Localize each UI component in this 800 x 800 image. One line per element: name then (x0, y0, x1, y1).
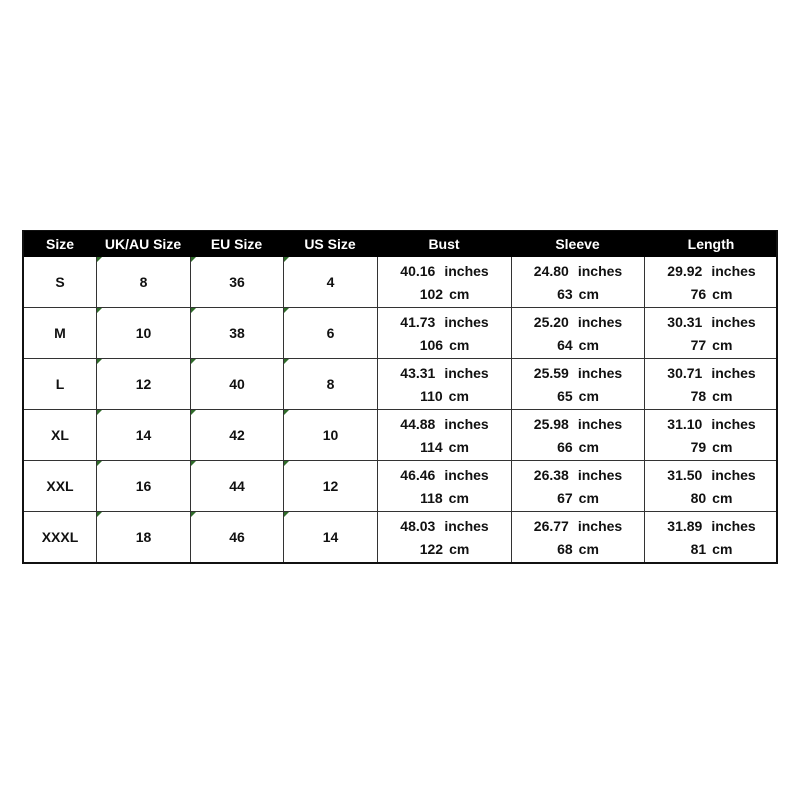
sleeve-cm-value: 68 (557, 540, 573, 557)
inches-unit: inches (444, 416, 489, 433)
sleeve-inches-line (534, 517, 622, 535)
inches-unit: inches (577, 518, 623, 535)
sleeve-inches-value: 25.20 (533, 314, 569, 331)
cm-unit: cm (578, 438, 599, 455)
sleeve-cm-line (557, 438, 599, 456)
header-size: Size (45, 236, 74, 252)
length-cm-line (691, 336, 733, 354)
bust-inches-line (400, 364, 488, 382)
length-cm-value: 79 (690, 438, 707, 455)
bust-cell (377, 461, 511, 511)
eu-value: 40 (229, 376, 245, 392)
uk-au-value: 14 (135, 427, 152, 443)
bust-cm-line (420, 540, 470, 558)
us-value: 10 (322, 427, 339, 443)
us-cell (283, 410, 377, 460)
cm-unit: cm (578, 387, 599, 404)
length-cell (644, 308, 778, 358)
length-cm-value: 80 (690, 489, 707, 506)
inches-unit: inches (577, 416, 623, 433)
sleeve-cm-line (557, 387, 599, 405)
bust-cm-line (420, 336, 470, 354)
sleeve-inches-line (534, 364, 622, 382)
sleeve-cm-line (557, 540, 599, 558)
eu-value: 36 (229, 274, 245, 290)
sleeve-cm-line (557, 336, 599, 354)
eu-cell (190, 512, 283, 562)
length-cm-value: 81 (690, 540, 707, 557)
inches-unit: inches (711, 416, 756, 433)
us-cell (283, 512, 377, 562)
bust-cell (377, 512, 511, 562)
inches-unit: inches (444, 365, 489, 382)
bust-inches-line (400, 517, 488, 535)
inches-unit: inches (444, 263, 489, 280)
sleeve-cm-value: 66 (557, 438, 573, 455)
length-inches-value: 31.50 (667, 467, 703, 484)
sleeve-cell (511, 461, 644, 511)
bust-inches-value: 41.73 (400, 314, 436, 331)
bust-cm-line (420, 387, 469, 405)
cm-unit: cm (578, 285, 599, 302)
length-cm-value: 78 (690, 387, 707, 404)
eu-cell (190, 257, 283, 307)
size-chart-table (22, 230, 778, 564)
sleeve-inches-line (534, 415, 622, 433)
size-value: S (55, 274, 65, 290)
length-cell (644, 512, 778, 562)
cm-unit: cm (712, 285, 733, 302)
sleeve-inches-value: 26.77 (533, 518, 569, 535)
eu-value: 38 (229, 325, 245, 341)
sleeve-cm-value: 65 (557, 387, 573, 404)
inches-unit: inches (711, 467, 756, 484)
inches-unit: inches (711, 263, 756, 280)
inches-unit: inches (444, 314, 489, 331)
uk-au-value: 8 (139, 274, 148, 290)
us-value: 6 (326, 325, 335, 341)
header-length: Length (687, 236, 735, 252)
sleeve-cm-line (557, 489, 599, 507)
sleeve-cm-value: 67 (557, 489, 573, 506)
eu-value: 44 (229, 478, 245, 494)
size-cell (24, 257, 96, 307)
bust-inches-value: 44.88 (400, 416, 436, 433)
header-us-size: US Size (304, 236, 356, 252)
cm-unit: cm (448, 489, 469, 506)
size-value: XXXL (41, 529, 79, 545)
bust-cm-line (420, 438, 469, 456)
inches-unit: inches (444, 518, 489, 535)
bust-inches-line (400, 466, 488, 484)
bust-cell (377, 308, 511, 358)
length-inches-value: 30.71 (667, 365, 703, 382)
us-value: 12 (322, 478, 339, 494)
length-cell (644, 461, 778, 511)
size-value: L (55, 376, 65, 392)
sleeve-cell (511, 308, 644, 358)
sleeve-inches-line (534, 466, 622, 484)
length-cm-line (691, 540, 733, 558)
sleeve-inches-line (534, 313, 622, 331)
bust-cm-value: 106 (419, 336, 444, 353)
inches-unit: inches (711, 365, 756, 382)
bust-inches-line (400, 313, 488, 331)
header-bust: Bust (428, 236, 460, 252)
length-cm-value: 77 (690, 336, 707, 353)
sleeve-inches-line (534, 262, 622, 280)
length-cell (644, 257, 778, 307)
bust-cell (377, 359, 511, 409)
length-inches-value: 29.92 (667, 263, 703, 280)
us-value: 14 (322, 529, 339, 545)
inches-unit: inches (577, 467, 623, 484)
table-row (24, 512, 776, 562)
length-inches-line (667, 517, 755, 535)
length-inches-line (667, 313, 755, 331)
bust-cell (377, 257, 511, 307)
eu-value: 42 (229, 427, 245, 443)
sleeve-inches-value: 25.98 (533, 416, 569, 433)
inches-unit: inches (577, 365, 623, 382)
bust-inches-value: 43.31 (400, 365, 436, 382)
bust-cm-value: 118 (420, 489, 443, 506)
eu-cell (190, 461, 283, 511)
header-eu-size: EU Size (210, 236, 263, 252)
uk-au-cell (96, 257, 190, 307)
eu-cell (190, 308, 283, 358)
length-cm-line (691, 387, 733, 405)
inches-unit: inches (577, 263, 623, 280)
bust-cm-value: 114 (420, 438, 443, 455)
us-cell (283, 308, 377, 358)
length-inches-line (667, 466, 755, 484)
sleeve-inches-value: 24.80 (533, 263, 569, 280)
us-value: 4 (326, 274, 335, 290)
cm-unit: cm (578, 489, 599, 506)
size-cell (24, 461, 96, 511)
uk-au-cell (96, 359, 190, 409)
sleeve-cell (511, 359, 644, 409)
inches-unit: inches (711, 314, 756, 331)
uk-au-value: 16 (135, 478, 152, 494)
sleeve-cm-line (557, 285, 599, 303)
header-uk-au-size: UK/AU Size (104, 236, 182, 252)
bust-cm-value: 122 (419, 540, 444, 557)
length-inches-line (667, 415, 755, 433)
length-cell (644, 359, 778, 409)
length-inches-line (667, 262, 755, 280)
size-cell (24, 410, 96, 460)
cm-unit: cm (578, 540, 599, 557)
bust-inches-line (400, 415, 488, 433)
inches-unit: inches (711, 518, 756, 535)
size-cell (24, 512, 96, 562)
table-row (24, 461, 776, 512)
cm-unit: cm (448, 387, 469, 404)
uk-au-value: 10 (135, 325, 152, 341)
bust-inches-line (400, 262, 488, 280)
us-cell (283, 359, 377, 409)
sleeve-cell (511, 410, 644, 460)
cm-unit: cm (712, 387, 733, 404)
cm-unit: cm (712, 336, 733, 353)
length-inches-line (667, 364, 755, 382)
table-row (24, 410, 776, 461)
inches-unit: inches (577, 314, 623, 331)
bust-inches-value: 46.46 (400, 467, 436, 484)
us-cell (283, 257, 377, 307)
bust-inches-value: 48.03 (400, 518, 436, 535)
bust-cm-value: 110 (420, 387, 443, 404)
eu-cell (190, 410, 283, 460)
length-cell (644, 410, 778, 460)
sleeve-cell (511, 512, 644, 562)
length-cm-value: 76 (690, 285, 707, 302)
bust-cm-line (420, 285, 470, 303)
us-value: 8 (326, 376, 335, 392)
eu-cell (190, 359, 283, 409)
inches-unit: inches (444, 467, 489, 484)
uk-au-cell (96, 308, 190, 358)
length-cm-line (691, 438, 733, 456)
table-body (24, 257, 776, 562)
bust-inches-value: 40.16 (400, 263, 436, 280)
length-inches-value: 31.89 (667, 518, 703, 535)
cm-unit: cm (578, 336, 599, 353)
table-row (24, 359, 776, 410)
cm-unit: cm (449, 336, 470, 353)
uk-au-cell (96, 512, 190, 562)
cm-unit: cm (712, 489, 733, 506)
length-cm-line (691, 489, 733, 507)
us-cell (283, 461, 377, 511)
table-row (24, 308, 776, 359)
size-value: XXL (46, 478, 74, 494)
cm-unit: cm (449, 540, 470, 557)
sleeve-cell (511, 257, 644, 307)
header-sleeve: Sleeve (555, 236, 600, 252)
length-cm-line (691, 285, 733, 303)
uk-au-cell (96, 461, 190, 511)
size-cell (24, 308, 96, 358)
bust-cell (377, 410, 511, 460)
size-value: M (54, 325, 66, 341)
bust-cm-value: 102 (419, 285, 444, 302)
cm-unit: cm (448, 438, 469, 455)
uk-au-cell (96, 410, 190, 460)
sleeve-inches-value: 25.59 (533, 365, 569, 382)
length-inches-value: 31.10 (667, 416, 703, 433)
eu-value: 46 (229, 529, 245, 545)
size-cell (24, 359, 96, 409)
cm-unit: cm (712, 438, 733, 455)
table-header-row (24, 231, 776, 257)
uk-au-value: 18 (135, 529, 152, 545)
cm-unit: cm (449, 285, 470, 302)
sleeve-cm-value: 63 (557, 285, 573, 302)
table-row (24, 257, 776, 308)
bust-cm-line (420, 489, 469, 507)
size-value: XL (51, 427, 69, 443)
sleeve-inches-value: 26.38 (533, 467, 569, 484)
sleeve-cm-value: 64 (557, 336, 573, 353)
uk-au-value: 12 (135, 376, 152, 392)
cm-unit: cm (712, 540, 733, 557)
length-inches-value: 30.31 (667, 314, 703, 331)
